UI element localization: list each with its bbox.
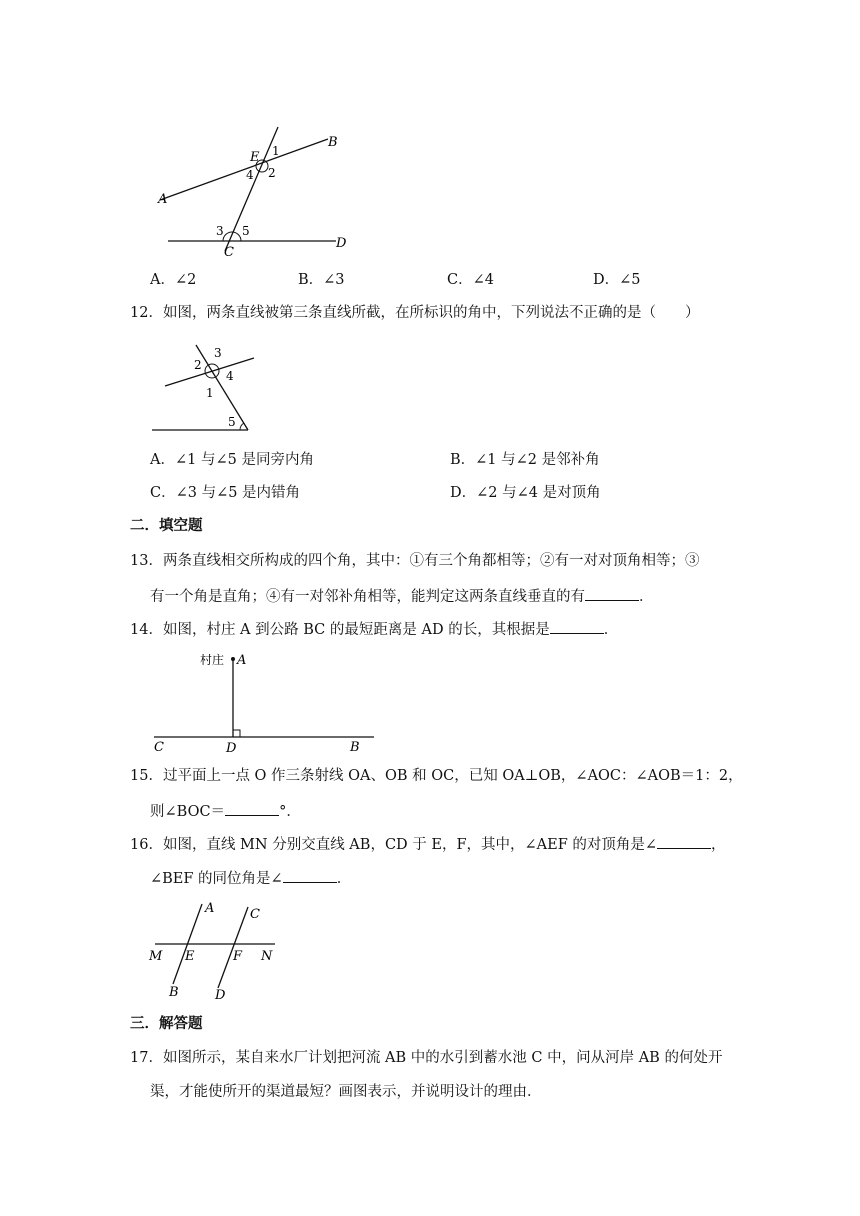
q16-line1-post: ，: [711, 837, 726, 853]
q16-line1-pre: 16．如图，直线 MN 分别交直线 AB，CD 于 E，F，其中，∠AEF 的对顶角是∠: [130, 837, 658, 853]
right-angle-mark: [233, 730, 240, 737]
q13-answer-blank[interactable]: [585, 586, 639, 601]
figure-q14: [150, 648, 380, 754]
line-ab: [160, 139, 328, 200]
label-d: D: [215, 988, 226, 1002]
q16-line2-pre: ∠BEF 的同位角是∠: [150, 871, 283, 887]
label-a: A: [237, 653, 247, 668]
q11-option-a: A．∠2: [150, 272, 197, 288]
label-a: A: [205, 901, 215, 916]
q15-line2-pre: 则∠BOC＝: [150, 804, 226, 820]
q17-line2: 渠，才能使所开的渠道最短？画图表示，并说明设计的理由．: [150, 1084, 542, 1100]
label-d: D: [336, 236, 347, 251]
section-heading-answer: 三．解答题: [130, 1015, 203, 1032]
q11-option-b: B．∠3: [298, 272, 345, 288]
point-a: [231, 657, 235, 661]
section-heading-fill-in: 二．填空题: [130, 517, 203, 534]
label-e: E: [185, 949, 195, 964]
q12-option-c: C．∠3 与∠5 是内错角: [150, 485, 301, 501]
q14-stem: 14．如图，村庄 A 到公路 BC 的最短距离是 AD 的长，其根据是: [130, 622, 550, 638]
q16-line2-post: ．: [336, 871, 352, 887]
label-c: C: [154, 740, 164, 754]
q14-end: ．: [603, 622, 619, 638]
label-f: F: [233, 949, 243, 964]
label-1: 1: [272, 144, 280, 158]
q13-line1: 13．两条直线相交所构成的四个角，其中：①有三个角都相等；②有一对对顶角相等；③: [130, 553, 700, 569]
q12-option-a: A．∠1 与∠5 是同旁内角: [150, 452, 314, 468]
q16-answer-blank-2[interactable]: [283, 868, 337, 883]
label-e: E: [250, 150, 260, 165]
q11-option-c: C．∠4: [447, 272, 494, 288]
label-n: N: [261, 949, 273, 964]
label-c: C: [224, 245, 234, 260]
q13-line2: [150, 586, 654, 607]
q16-answer-blank-1[interactable]: [657, 834, 711, 849]
q16-line1: [130, 834, 726, 855]
q14-answer-blank[interactable]: [550, 619, 604, 634]
label-m: M: [149, 949, 163, 964]
q13-line2-text: 有一个角是直角；④有一对邻补角相等，能判定这两条直线垂直的有: [150, 589, 585, 605]
transversal: [196, 345, 248, 430]
q13-end: ．: [639, 589, 654, 605]
label-4: 4: [246, 168, 254, 182]
angle-arc-5: [240, 423, 244, 430]
label-b: B: [350, 740, 360, 754]
label-2: 2: [268, 166, 276, 180]
line-upper: [165, 358, 254, 386]
q15-answer-blank[interactable]: [225, 801, 279, 816]
label-1: 1: [206, 386, 214, 400]
figure-q11: [150, 125, 360, 260]
q17-line1: 17．如图所示，某自来水厂计划把河流 AB 中的水引到蓄水池 C 中，问从河岸 AB 的何处开: [130, 1050, 723, 1066]
label-c: C: [250, 907, 260, 922]
q14-text: [130, 619, 618, 640]
q15-line2: [150, 801, 301, 822]
label-5: 5: [228, 415, 236, 429]
line-cd: [218, 907, 248, 988]
label-d: D: [226, 741, 237, 754]
label-3: 3: [214, 346, 222, 360]
label-3: 3: [216, 224, 224, 238]
q11-option-d: D．∠5: [593, 272, 641, 288]
label-b: B: [328, 135, 338, 150]
label-4: 4: [226, 369, 234, 383]
q12-option-d: D．∠2 与∠4 是对顶角: [450, 485, 601, 501]
q12-option-b: B．∠1 与∠2 是邻补角: [450, 452, 600, 468]
q15-line2-post: °．: [279, 804, 301, 820]
q12-stem: 12．如图，两条直线被第三条直线所截，在所标识的角中，下列说法不正确的是（ ）: [130, 305, 700, 321]
label-village: 村庄: [200, 653, 225, 667]
q16-line2: [150, 868, 351, 889]
figure-q16: [145, 898, 285, 1002]
label-b: B: [169, 985, 179, 1000]
figure-q12: [150, 343, 260, 433]
label-2: 2: [194, 358, 202, 372]
label-a: A: [158, 192, 168, 207]
q15-line1: 15．过平面上一点 O 作三条射线 OA、OB 和 OC，已知 OA⊥OB，∠AOC：∠AOB＝1：2，: [130, 768, 743, 784]
label-5: 5: [242, 224, 250, 238]
